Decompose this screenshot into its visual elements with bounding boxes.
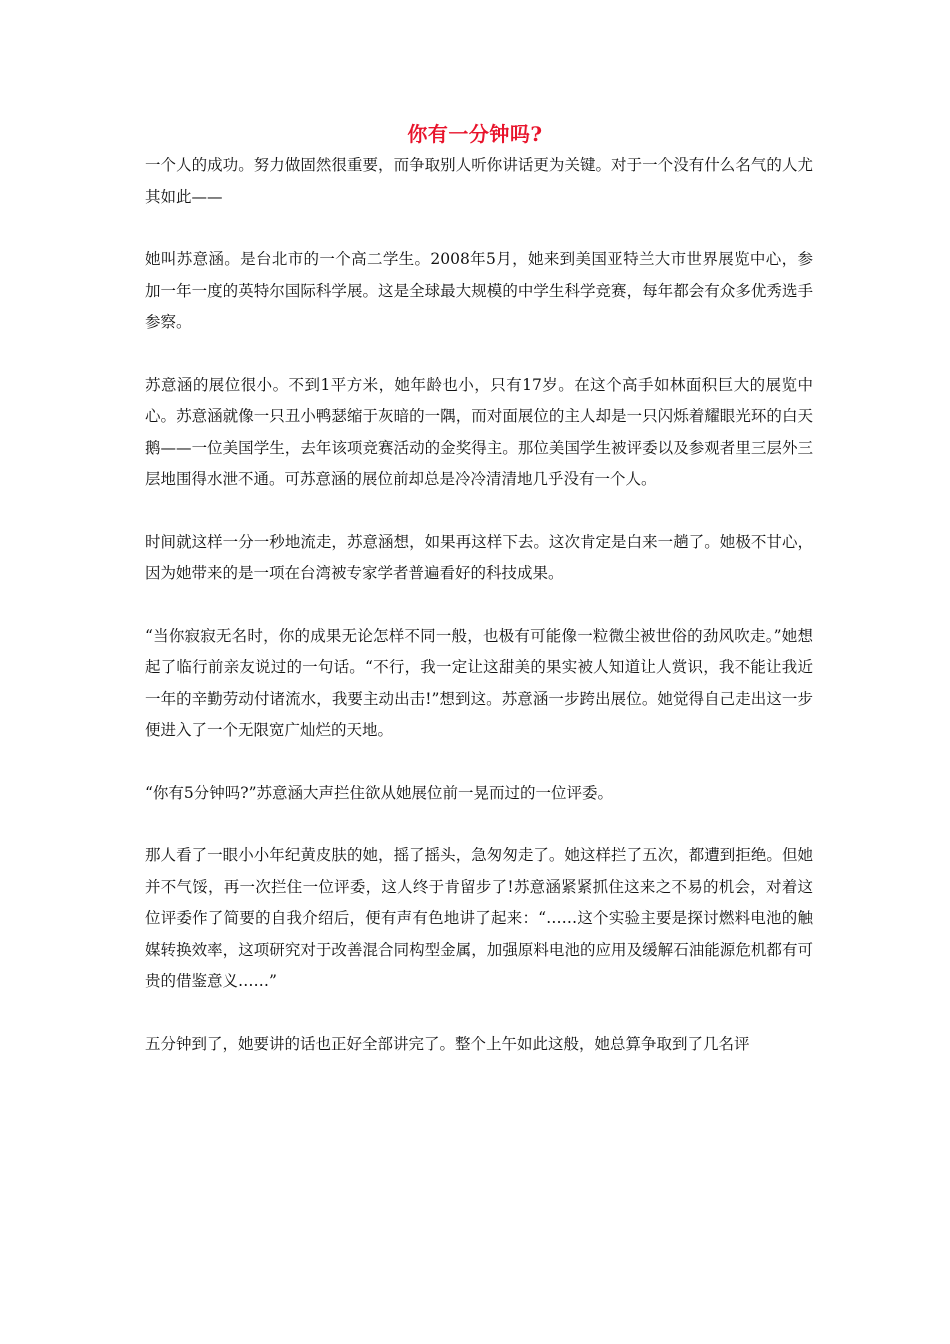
article-body	[145, 150, 813, 1091]
paragraph: 五分钟到了，她要讲的话也正好全部讲完了。整个上午如此这般，她总算争取到了几名评	[145, 1034, 750, 1053]
paragraph: 一个人的成功。努力做固然很重要，而争取别人听你讲话更为关键。对于一个没有什么名气的人尤其如此——	[145, 156, 813, 206]
article-title: 你有一分钟吗?	[407, 122, 543, 146]
paragraph: 那人看了一眼小小年纪黄皮肤的她，摇了摇头，急匆匆走了。她这样拦了五次，都遭到拒绝。但她并不气馁，再一次拦住一位评委，这人终于肯留步了!苏意涵紧紧抓住这来之不易的机会，对着这位评委作了简要的自我介绍后，便有声有色地讲了起来：“……这个实验主要是探讨燃料电池的触媒转换效率，这项研究对于改善混合同构型金属，加强原料电池的应用及缓解石油能源危机都有可贵的借鉴意义……”	[145, 846, 813, 990]
paragraph: “你有5分钟吗?”苏意涵大声拦住欲从她展位前一晃而过的一位评委。	[145, 783, 614, 802]
paragraph: “当你寂寂无名时，你的成果无论怎样不同一般，也极有可能像一粒微尘被世俗的劲风吹走。”她想起了临行前亲友说过的一句话。“不行，我一定让这甜美的果实被人知道让人赏识，我不能让我近一年的辛勤劳动付诸流水，我要主动出击!”想到这。苏意涵一步跨出展位。她觉得自己走出这一步便进入了一个无限宽广灿烂的天地。	[145, 626, 813, 739]
paragraph: 时间就这样一分一秒地流走，苏意涵想，如果再这样下去。这次肯定是白来一趟了。她极不甘心，因为她带来的是一项在台湾被专家学者普遍看好的科技成果。	[145, 532, 813, 582]
paragraph: 她叫苏意涵。是台北市的一个高二学生。2008年5月，她来到美国亚特兰大市世界展览中心，参加一年一度的英特尔国际科学展。这是全球最大规模的中学生科学竞赛，每年都会有众多优秀选手参察。	[145, 250, 813, 331]
paragraph: 苏意涵的展位很小。不到1平方米，她年龄也小，只有17岁。在这个高手如林面积巨大的展览中心。苏意涵就像一只丑小鸭瑟缩于灰暗的一隅，而对面展位的主人却是一只闪烁着耀眼光环的白天鹅——一位美国学生，去年该项竞赛活动的金奖得主。那位美国学生被评委以及参观者里三层外三层地围得水泄不通。可苏意涵的展位前却总是冷冷清清地几乎没有一个人。	[145, 375, 813, 488]
